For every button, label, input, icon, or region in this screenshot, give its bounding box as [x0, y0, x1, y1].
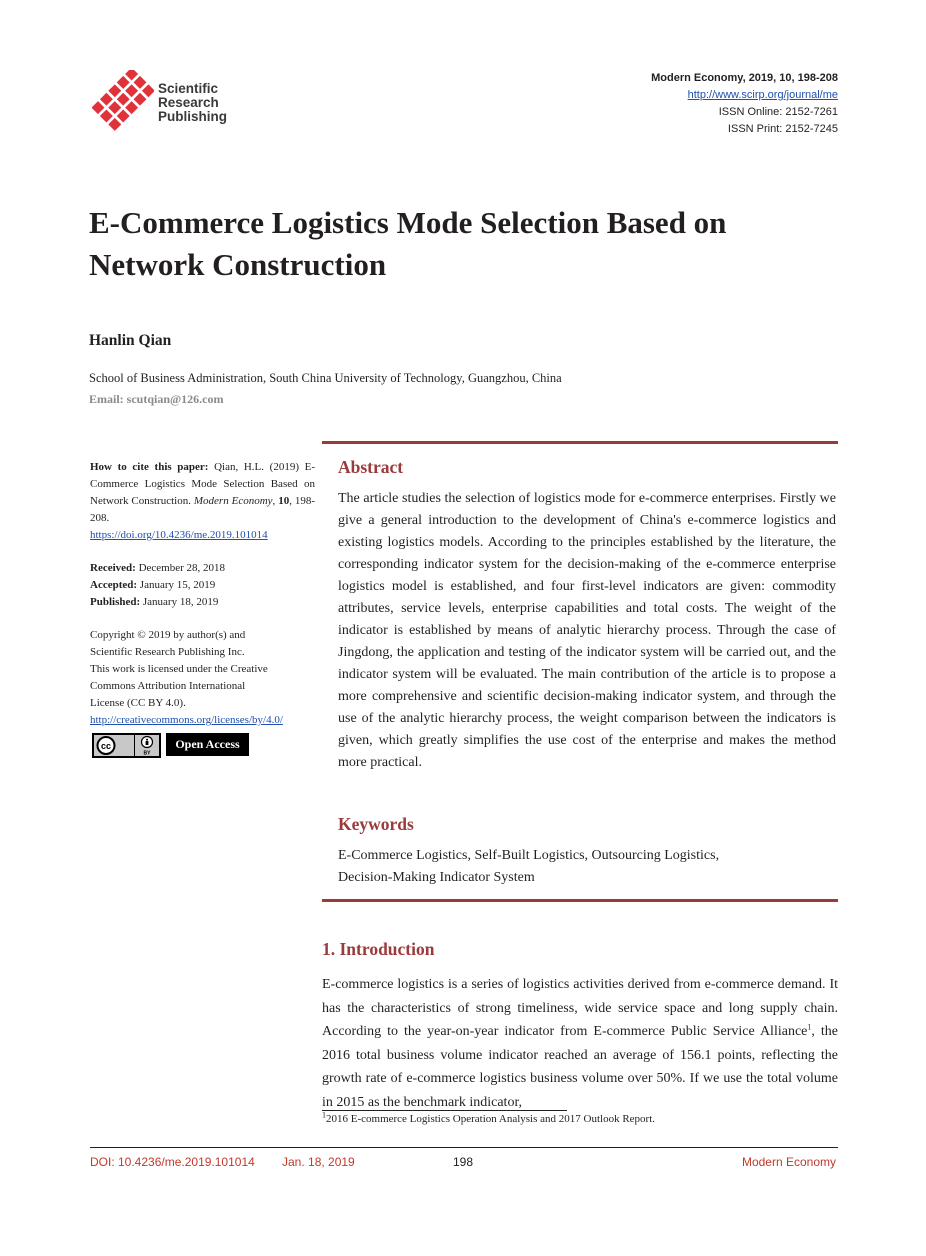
footnote-ref[interactable]: 1	[807, 1022, 812, 1032]
paper-title-line: E-Commerce Logistics Mode Selection Based on	[89, 205, 727, 240]
citation-block: How to cite this paper: Qian, H.L. (2019) E-Commerce Logistics Mode Selection Based on Network Construction. Modern Economy, 10, 198-208. https://doi.org/10.4236/me.2019.101014	[90, 459, 315, 544]
abstract-top-rule	[322, 441, 838, 444]
paper-title	[89, 202, 849, 286]
keywords-line: Decision-Making Indicator System	[338, 870, 535, 885]
article-info-sidebar	[90, 459, 315, 729]
logo-diamond	[117, 93, 130, 106]
footnote	[322, 1110, 656, 1125]
license-link[interactable]: http://creativecommons.org/licenses/by/4.0/	[90, 714, 283, 726]
keywords-text	[338, 845, 836, 889]
logo-diamond	[142, 84, 154, 97]
cite-journal: Modern Economy	[193, 495, 273, 507]
cc-by-badge-icon[interactable]	[92, 733, 161, 758]
footnote-rule	[322, 1110, 567, 1111]
cite-volume: 10	[278, 495, 290, 507]
intro-text-part: E-commerce logistics is a series of logistics activities derived from e-commerce demand. It has the characteristics of strong timeliness, wide service space and long supply chain. According to the year-on-year indicator from E-commerce Public Service Alliance	[322, 977, 838, 1039]
abstract-heading: Abstract	[338, 457, 404, 477]
logo-diamond	[92, 101, 104, 114]
cc-badge-sub: BY	[143, 750, 151, 756]
abstract-bottom-rule	[322, 899, 838, 902]
copyright-block	[90, 627, 315, 729]
accepted-label: Accepted:	[90, 579, 138, 591]
issn-online: ISSN Online: 2152-7261	[718, 106, 838, 118]
by-person-icon	[135, 735, 159, 756]
publisher-name	[158, 82, 227, 124]
footer-date: Jan. 18, 2019	[282, 1155, 355, 1169]
keywords-line: E-Commerce Logistics, Self-Built Logistics, Outsourcing Logistics,	[338, 848, 720, 863]
published-date: January 18, 2019	[142, 596, 219, 608]
cite-label: How to cite this paper:	[90, 461, 209, 473]
logo-diamond	[100, 110, 113, 123]
introduction-text	[322, 973, 838, 1114]
logo-diamond	[117, 110, 130, 123]
logo-diamond	[108, 84, 121, 97]
journal-citation: Modern Economy, 2019, 10, 198-208	[651, 72, 838, 84]
intro-text-part: , the 2016 total business volume indicator reached an average of 156.1 points, reflecting the growth rate of e-commerce logistics business volume over 50%. If we use the total volume in 2015 as the benchmark indicator,	[322, 1024, 838, 1110]
affiliation: School of Business Administration, South China University of Technology, Guangzhou, China	[89, 371, 562, 385]
author-email: Email: scutqian@126.com	[89, 392, 224, 406]
copyright-line: Scientific Research Publishing Inc.	[90, 646, 245, 658]
cc-circle-icon	[94, 735, 134, 756]
footer-journal: Modern Economy	[741, 1155, 836, 1169]
abstract-text: The article studies the selection of logistics mode for e-commerce enterprises. Firstly we give a general introduction to the development of China's e-commerce logistics and existing logistics models. According to the principles established by the literature, the corresponding indicator system for the decision-making of the e-commerce enterprise logistics model is established, and four first-level indicators are given: commodity attributes, service levels, enterprise capabilities and total costs. The weight of the indicator is established by means of analytic hierarchy process. Through the case of Jingdong, the application and testing of the indicator system will be carried out, and the indicator system will be evaluated. The main contribution of the article is to propose a more comprehensive and scientific decision-making indicator system, and through the use of the analytic hierarchy process, the weight comparison between the indicators is given, which greatly simplifies the use cost of the enterprise and makes the method more practical.	[338, 491, 836, 770]
introduction-heading: 1. Introduction	[322, 939, 435, 959]
logo-diamond	[117, 76, 130, 89]
dates-block	[90, 560, 315, 611]
publisher-line: Scientific	[158, 81, 219, 96]
cite-text: Qian, H.L. (2019) E-Commerce Logistics Mode Selection Based on Network Construction.	[90, 461, 315, 507]
logo-diamond	[125, 101, 138, 114]
srp-diamond-logo-icon	[92, 70, 154, 134]
author-name: Hanlin Qian	[89, 332, 172, 349]
logo-diamond	[134, 76, 147, 89]
open-access-badge: Open Access	[166, 733, 249, 756]
logo-diamond	[100, 93, 113, 106]
publisher-line: Research	[158, 95, 219, 110]
footnote-mark: 1	[322, 1110, 326, 1120]
page-number: 198	[453, 1155, 474, 1169]
journal-url-link[interactable]: http://www.scirp.org/journal/me	[687, 89, 838, 101]
publisher-line: Publishing	[158, 109, 227, 124]
copyright-line: This work is licensed under the Creative	[90, 663, 268, 675]
published-label: Published:	[90, 596, 141, 608]
cite-pages: , 198-208.	[90, 495, 315, 524]
svg-text:cc: cc	[100, 741, 112, 751]
logo-diamond	[108, 118, 121, 131]
footer-doi: DOI: 10.4236/me.2019.101014	[90, 1155, 255, 1169]
copyright-line: Copyright © 2019 by author(s) and	[90, 629, 246, 641]
copyright-line: Commons Attribution International	[90, 680, 246, 692]
copyright-line: License (CC BY 4.0).	[90, 697, 186, 709]
doi-link[interactable]: https://doi.org/10.4236/me.2019.101014	[90, 529, 268, 541]
logo-diamond	[134, 93, 147, 106]
logo-diamond	[125, 70, 138, 80]
received-date: December 28, 2018	[138, 562, 226, 574]
received-label: Received:	[90, 562, 136, 574]
footnote-text: 2016 E-commerce Logistics Operation Analysis and 2017 Outlook Report.	[326, 1113, 656, 1125]
paper-title-line: Network Construction	[89, 247, 387, 282]
logo-diamond	[125, 84, 138, 97]
logo-diamond	[108, 101, 121, 114]
accepted-date: January 15, 2019	[139, 579, 216, 591]
issn-print: ISSN Print: 2152-7245	[727, 123, 838, 135]
journal-header	[651, 70, 838, 138]
keywords-heading: Keywords	[338, 814, 414, 834]
footer-rule	[90, 1147, 838, 1148]
